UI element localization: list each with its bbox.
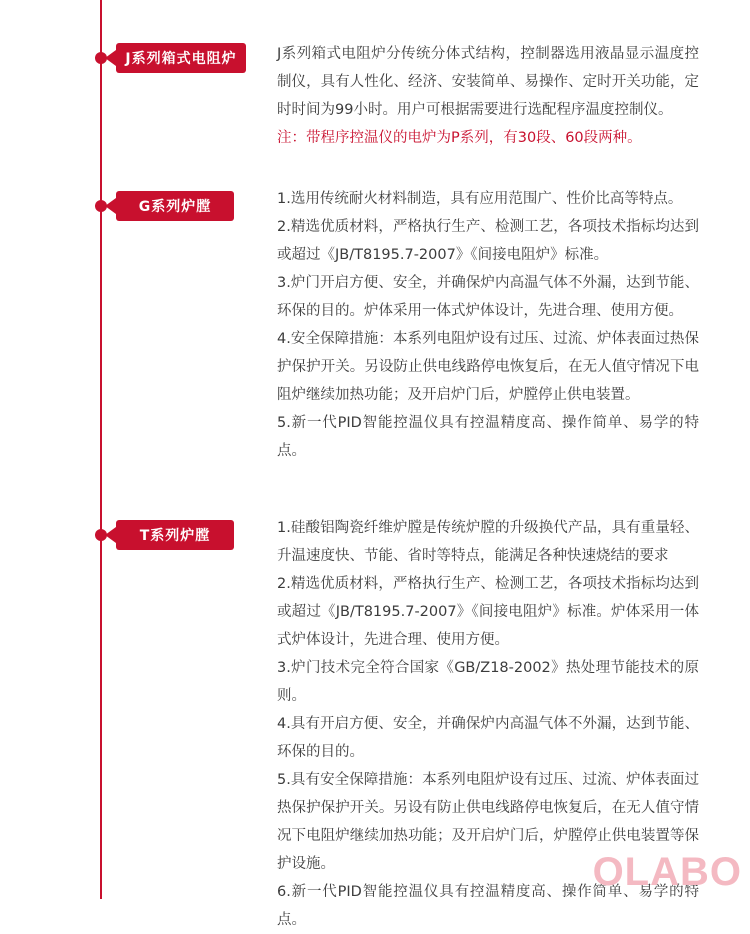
brand-watermark: OLABO [592, 850, 742, 894]
section-note: 注：带程序控温仪的电炉为P系列，有30段、60段两种。 [277, 130, 642, 146]
paragraph: 4.具有开启方便、安全，并确保炉内高温气体不外漏，达到节能、环保的目的。 [277, 716, 699, 760]
paragraph: 2.精选优质材料，严格执行生产、检测工艺，各项技术指标均达到或超过《JB/T8195.7-2007》《间接电阻炉》标准。炉体采用一体式炉体设计，先进合理、使用方便。 [277, 576, 699, 648]
paragraph: J系列箱式电阻炉分传统分体式结构，控制器选用液晶显示温度控制仪，具有人性化、经济、安装简单、易操作、定时开关功能，定时时间为99小时。用户可根据需要进行选配程序温度控制仪。 [277, 46, 699, 118]
section-label-t-series: T系列炉膛 [116, 520, 234, 550]
paragraph: 3.炉门技术完全符合国家《GB/Z18-2002》热处理节能技术的原则。 [277, 660, 699, 704]
paragraph: 6.新一代PID智能控温仪具有控温精度高、操作简单、易学的特点。 [277, 884, 699, 928]
paragraph: 3.炉门开启方便、安全，并确保炉内高温气体不外漏，达到节能、环保的目的。炉体采用一体式炉体设计，先进合理、使用方便。 [277, 275, 699, 319]
section-label-g-series: G系列炉膛 [116, 191, 234, 221]
section-label-j-series: J系列箱式电阻炉 [116, 43, 246, 73]
paragraph: 2.精选优质材料，严格执行生产、检测工艺，各项技术指标均达到或超过《JB/T8195.7-2007》《间接电阻炉》标准。 [277, 219, 699, 263]
timeline-rail [100, 0, 102, 899]
paragraph: 4.安全保障措施：本系列电阻炉设有过压、过流、炉体表面过热保护保护开关。另设防止供电线路停电恢复后，在无人值守情况下电阻炉继续加热功能；及开启炉门后，炉膛停止供电装置。 [277, 331, 699, 403]
paragraph: 5.具有安全保障措施：本系列电阻炉设有过压、过流、炉体表面过热保护保护开关。另设有防止供电线路停电恢复后，在无人值守情况下电阻炉继续加热功能；及开启炉门后，炉膛停止供电装置等保护设施。 [277, 772, 699, 872]
paragraph: 1.硅酸铝陶瓷纤维炉膛是传统炉膛的升级换代产品，具有重量轻、升温速度快、节能、省时等特点，能满足各种快速烧结的要求 [277, 520, 699, 564]
section-body-g-series [277, 185, 699, 465]
paragraph: 5.新一代PID智能控温仪具有控温精度高、操作简单、易学的特点。 [277, 415, 699, 459]
section-body-j-series [277, 40, 699, 152]
paragraph: 1.选用传统耐火材料制造，具有应用范围广、性价比高等特点。 [277, 191, 683, 207]
